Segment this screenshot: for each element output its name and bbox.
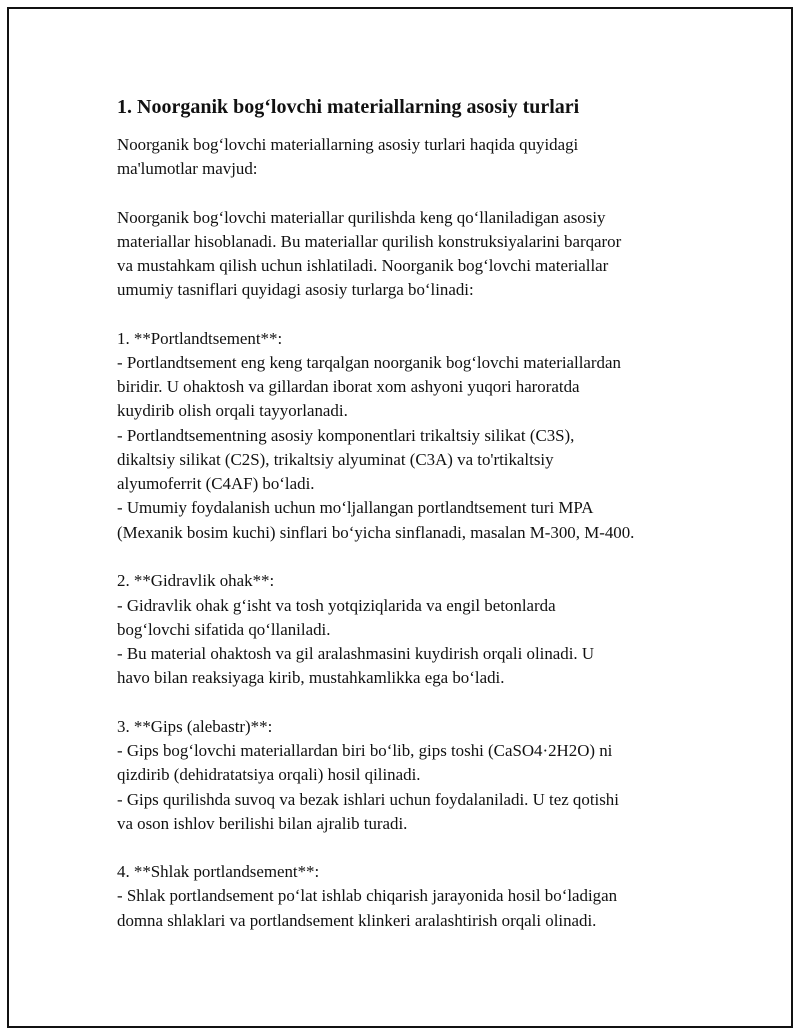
paragraph-line-1: Noorganik bog‘lovchi materiallar qurilishda keng qo‘llaniladigan asosiy (117, 208, 606, 227)
item-3-line-1: - Gips bog‘lovchi materiallardan biri bo‘lib, gips toshi (CaSO4·2H2O) ni (117, 741, 613, 760)
item-1-line-5: dikaltsiy silikat (C2S), trikaltsiy alyuminat (C3A) va to'rtikaltsiy (117, 450, 554, 469)
item-2-title: 2. **Gidravlik ohak**: (117, 571, 275, 590)
item-3-line-2: qizdirib (dehidratatsiya orqali) hosil qilinadi. (117, 765, 421, 784)
paragraph-line-2: materiallar hisoblanadi. Bu materiallar qurilish konstruksiyalarini barqaror (117, 232, 622, 251)
item-1-title: 1. **Portlandtsement**: (117, 329, 283, 348)
paragraph-line-3: va mustahkam qilish uchun ishlatiladi. Noorganik bog‘lovchi materiallar (117, 256, 609, 275)
item-1-line-4: - Portlandtsementning asosiy komponentlari trikaltsiy silikat (C3S), (117, 426, 575, 445)
item-2-line-3: - Bu material ohaktosh va gil aralashmasini kuydirish orqali olinadi. U (117, 644, 595, 663)
intro-line-1: Noorganik bog‘lovchi materiallarning asosiy turlari haqida quyidagi (117, 135, 579, 154)
item-3-line-3: - Gips qurilishda suvoq va bezak ishlari uchun foydalaniladi. U tez qotishi (117, 790, 619, 809)
item-2-line-2: bog‘lovchi sifatida qo‘llaniladi. (117, 620, 331, 639)
item-4-title: 4. **Shlak portlandsement**: (117, 862, 320, 881)
paragraph-line-4: umumiy tasniflari quyidagi asosiy turlarga bo‘linadi: (117, 280, 474, 299)
item-4-line-2: domna shlaklari va portlandsement klinkeri aralashtirish orqali olinadi. (117, 911, 597, 930)
item-1-line-7: - Umumiy foydalanish uchun mo‘ljallangan portlandtsement turi MPA (117, 498, 594, 517)
item-3-title: 3. **Gips (alebastr)**: (117, 717, 273, 736)
item-1-line-6: alyumoferrit (C4AF) bo‘ladi. (117, 474, 315, 493)
item-2-line-4: havo bilan reaksiyaga kirib, mustahkamlikka ega bo‘ladi. (117, 668, 505, 687)
intro-line-2: ma'lumotlar mavjud: (117, 159, 258, 178)
item-2-line-1: - Gidravlik ohak g‘isht va tosh yotqiziqlarida va engil betonlarda (117, 596, 556, 615)
item-1-line-2: biridir. U ohaktosh va gillardan iborat xom ashyoni yuqori haroratda (117, 377, 580, 396)
item-1-line-3: kuydirib olish orqali tayyorlanadi. (117, 401, 348, 420)
item-4-line-1: - Shlak portlandsement po‘lat ishlab chiqarish jarayonida hosil bo‘ladigan (117, 886, 618, 905)
item-3-line-4: va oson ishlov berilishi bilan ajralib turadi. (117, 814, 408, 833)
item-1-line-8: (Mexanik bosim kuchi) sinflari bo‘yicha sinflanadi, masalan M-300, M-400. (117, 523, 635, 542)
section-heading: 1. Noorganik bog‘lovchi materiallarning asosiy turlari (117, 96, 580, 118)
item-1-line-1: - Portlandtsement eng keng tarqalgan noorganik bog‘lovchi materiallardan (117, 353, 621, 372)
